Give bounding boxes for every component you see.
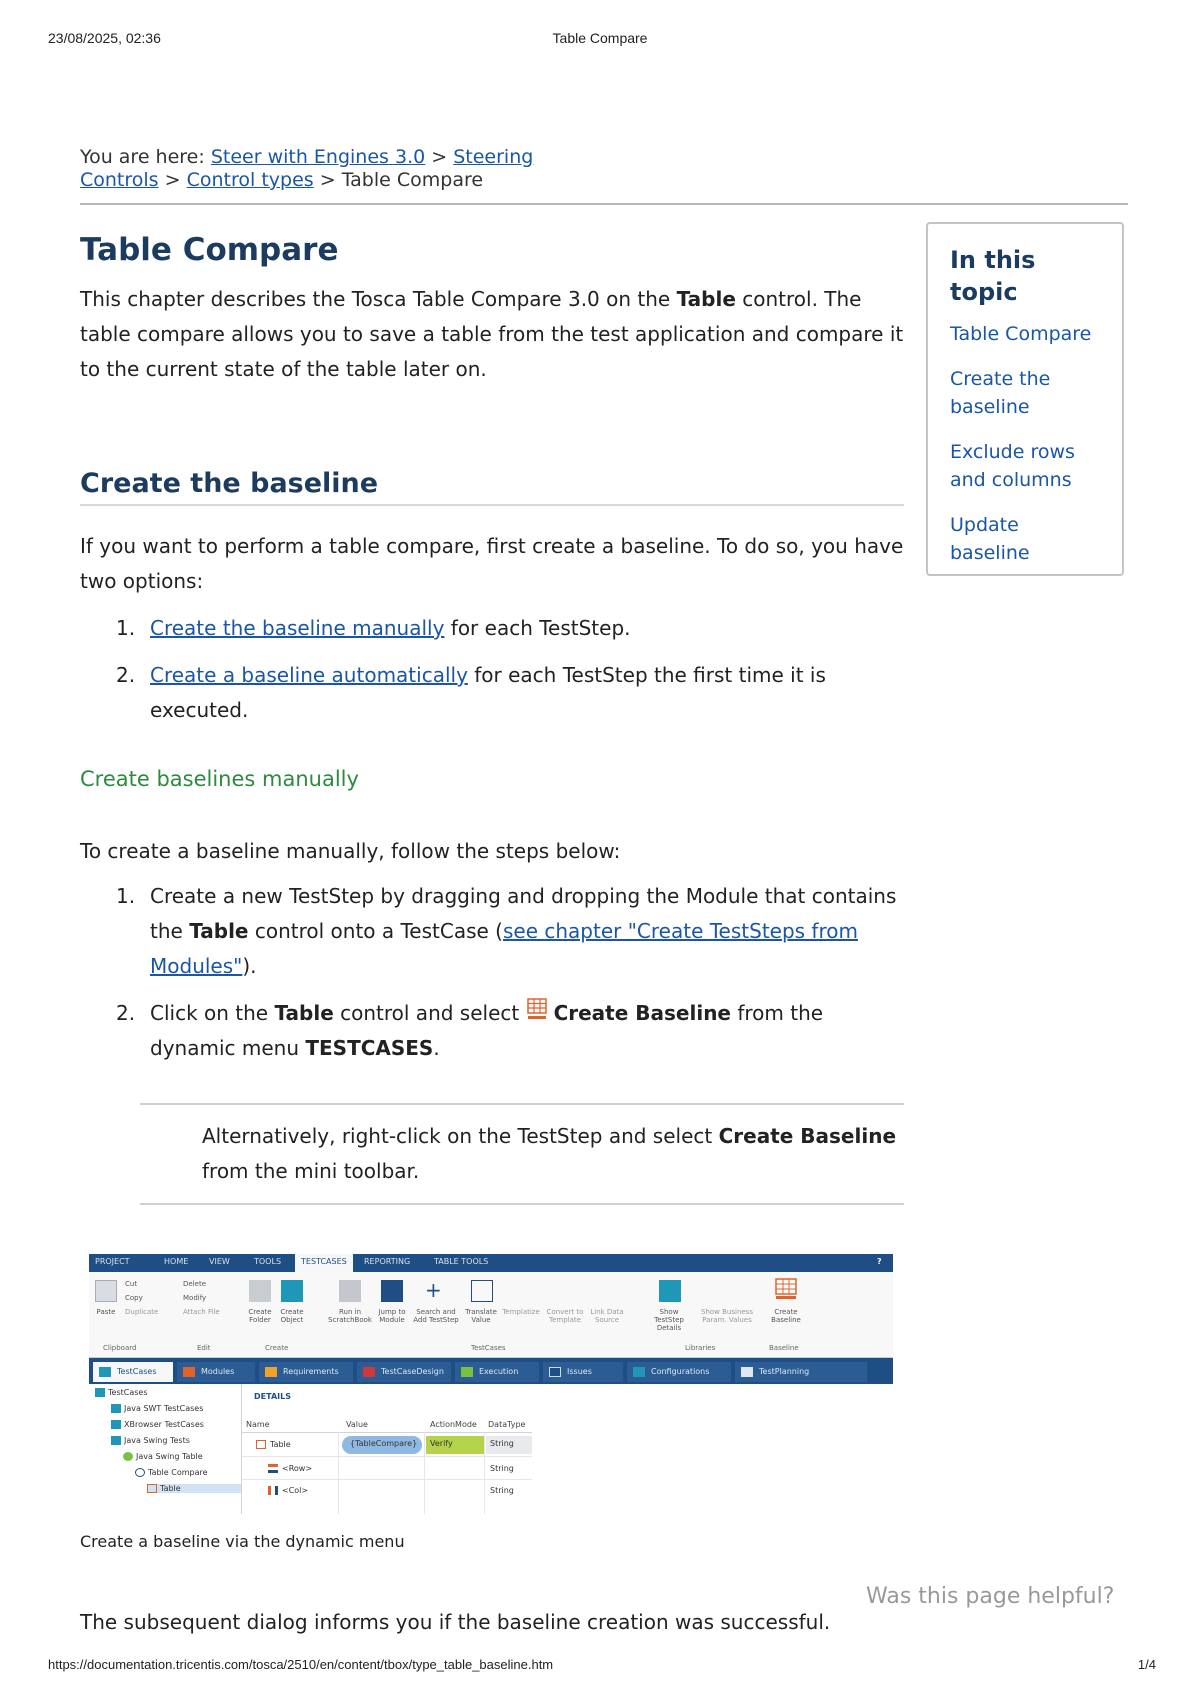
tree-node[interactable] (111, 1436, 190, 1445)
teststep-details-icon[interactable] (659, 1280, 681, 1302)
intro-paragraph (80, 282, 904, 387)
tab-requirements[interactable] (259, 1362, 353, 1382)
delete-button[interactable]: Delete (183, 1280, 206, 1288)
breadcrumb-link-steer-engines[interactable]: Steer with Engines 3.0 (210, 146, 426, 168)
group-label: TestCases (471, 1344, 506, 1352)
cell-type: String (486, 1436, 532, 1454)
tree-node-label: Java Swing Table (136, 1452, 203, 1461)
tab-label: Execution (479, 1367, 519, 1376)
row-divider (242, 1456, 532, 1457)
tree-node[interactable] (123, 1452, 203, 1461)
table-icon (256, 1440, 266, 1449)
cut-button[interactable]: Cut (125, 1280, 138, 1288)
create-object-button[interactable]: Create Object (280, 1308, 304, 1324)
menu-tab[interactable]: TOOLS (254, 1257, 282, 1266)
step-bold: Table (274, 1001, 334, 1025)
list-number: 1. (116, 616, 136, 640)
row-icon (268, 1464, 278, 1473)
tab-testplanning[interactable] (735, 1362, 867, 1382)
tree-node[interactable] (95, 1388, 148, 1397)
step-text: . (433, 1036, 440, 1060)
step-text: control onto a TestCase ( (248, 919, 503, 943)
toc-link-update-baseline[interactable]: Update baseline (950, 514, 1030, 564)
toc-link-table-compare[interactable]: Table Compare (950, 323, 1092, 345)
section-heading-create-baseline: Create the baseline (80, 466, 904, 506)
print-footer (0, 1657, 1200, 1677)
note-text: from the mini toolbar. (202, 1159, 420, 1183)
step-text: Create a new TestStep by dragging and dropping the Module that contains the (150, 884, 897, 943)
toc-link-exclude-rows[interactable]: Exclude rows and columns (950, 441, 1075, 491)
figure-caption: Create a baseline via the dynamic menu (80, 1532, 405, 1551)
testcase-tree (89, 1384, 241, 1514)
list-number: 1. (116, 884, 136, 908)
list-item-text: for each TestStep the first time it is executed. (150, 663, 826, 722)
link-create-baseline-automatically[interactable]: Create a baseline automatically (150, 663, 468, 687)
ribbon (89, 1272, 893, 1358)
configurations-icon (633, 1367, 645, 1377)
tab-label: TestPlanning (759, 1367, 810, 1376)
breadcrumb-separator: > (164, 169, 181, 191)
testcases-icon (99, 1367, 111, 1377)
column-divider (424, 1432, 425, 1514)
column-header: Name (246, 1420, 270, 1429)
table-row[interactable] (268, 1464, 312, 1473)
group-label: Clipboard (103, 1344, 137, 1352)
modules-icon (183, 1367, 195, 1377)
row-divider (242, 1479, 532, 1480)
print-url: https://documentation.tricentis.com/tosca/2510/en/content/tbox/type_table_baseline.htm (48, 1657, 554, 1672)
tab-label: Configurations (651, 1367, 710, 1376)
print-page-number: 1/4 (1137, 1657, 1156, 1672)
baseline-intro: If you want to perform a table compare, first create a baseline. To do so, you have two options: (80, 534, 904, 593)
menu-tab[interactable]: PROJECT (95, 1257, 130, 1266)
show-business-params-button[interactable]: Show Business Param. Values (701, 1308, 753, 1324)
paste-icon[interactable] (95, 1280, 117, 1302)
note-bold: Create Baseline (718, 1124, 897, 1148)
list-item (80, 611, 904, 646)
tree-node[interactable] (111, 1420, 204, 1429)
cell-type: String (490, 1464, 514, 1473)
testplanning-icon (741, 1367, 753, 1377)
breadcrumb-current: Table Compare (341, 169, 484, 191)
tab-testcasedesign[interactable] (357, 1362, 451, 1382)
cell-type: String (490, 1486, 514, 1495)
manual-steps-list (80, 879, 904, 1078)
menu-tab[interactable]: HOME (164, 1257, 189, 1266)
search-add-teststep-button[interactable]: Search and Add TestStep (413, 1308, 459, 1324)
closing-paragraph: The subsequent dialog informs you if the baseline creation was successful. (80, 1610, 831, 1634)
tree-node[interactable] (135, 1468, 208, 1477)
help-icon[interactable]: ? (877, 1257, 882, 1266)
toc-title: In this topic (950, 246, 1036, 306)
subsection-heading-manual: Create baselines manually (80, 767, 359, 791)
cell-name: Table (270, 1440, 291, 1449)
list-item (80, 996, 904, 1066)
convert-template-button[interactable]: Convert to Template (546, 1308, 584, 1324)
print-date: 23/08/2025, 02:36 (48, 30, 161, 46)
tab-configurations[interactable] (627, 1362, 731, 1382)
menu-tab[interactable]: TABLE TOOLS (434, 1257, 489, 1266)
column-header: Value (346, 1420, 368, 1429)
create-baseline-icon[interactable] (775, 1278, 797, 1300)
duplicate-button[interactable]: Duplicate (125, 1308, 159, 1316)
issues-icon (549, 1367, 561, 1377)
column-header: ActionMode (430, 1420, 477, 1429)
translate-value-button[interactable]: Translate Value (465, 1308, 497, 1324)
cell-action[interactable]: Verify (426, 1436, 484, 1454)
column-divider (484, 1432, 485, 1514)
menu-tab[interactable]: REPORTING (364, 1257, 411, 1266)
tree-node-label: Table Compare (148, 1468, 208, 1477)
create-object-icon[interactable] (281, 1280, 303, 1302)
column-header: DataType (488, 1420, 526, 1429)
breadcrumb-prefix: You are here: (80, 146, 205, 168)
requirements-icon (265, 1367, 277, 1377)
column-divider (338, 1432, 339, 1514)
note-text: Alternatively, right-click on the TestStep and select (202, 1124, 719, 1148)
folder-icon[interactable] (249, 1280, 271, 1302)
column-icon (268, 1486, 278, 1495)
step-text: Click on the (150, 1001, 275, 1025)
page-title: Table Compare (80, 232, 339, 268)
note-box (140, 1103, 904, 1205)
manual-intro: To create a baseline manually, follow the steps below: (80, 839, 621, 863)
menu-tab[interactable]: VIEW (209, 1257, 230, 1266)
header-divider (242, 1432, 532, 1433)
templatize-button[interactable]: Templatize (502, 1308, 540, 1316)
details-title: DETAILS (254, 1392, 291, 1401)
testcasedesign-icon (363, 1367, 375, 1377)
tab-testcases[interactable] (93, 1362, 173, 1382)
show-teststep-details-button[interactable]: Show TestStep Details (654, 1308, 684, 1332)
step-text: from the dynamic menu (150, 1001, 824, 1060)
page-helpful-prompt[interactable]: Was this page helpful? (866, 1584, 1115, 1609)
step-bold: Table (189, 919, 249, 943)
tab-modules[interactable] (177, 1362, 255, 1382)
group-label: Create (265, 1344, 289, 1352)
link-data-source-button[interactable]: Link Data Source (590, 1308, 624, 1324)
jump-to-module-button[interactable]: Jump to Module (378, 1308, 406, 1324)
details-panel (241, 1384, 893, 1514)
tree-node-selected[interactable] (147, 1484, 241, 1493)
breadcrumb-separator: > (319, 169, 336, 191)
create-baseline-icon (526, 998, 548, 1022)
baseline-options-list (80, 611, 904, 740)
step-text: control and select (333, 1001, 526, 1025)
cell-name: <Col> (282, 1486, 309, 1495)
step-bold: Create Baseline (553, 1001, 731, 1025)
list-item (80, 658, 904, 728)
run-scratchbook-button[interactable]: Run in ScratchBook (328, 1308, 372, 1324)
tree-node-label: Java Swing Tests (124, 1436, 190, 1445)
breadcrumb-link-control-types[interactable]: Control types (186, 169, 314, 191)
in-this-topic-panel (926, 222, 1124, 576)
window-tab-bar (89, 1358, 893, 1384)
list-number: 2. (116, 663, 136, 687)
ribbon-menu-bar (89, 1254, 893, 1272)
main-content (80, 230, 904, 387)
list-number: 2. (116, 1001, 136, 1025)
list-item (80, 879, 904, 984)
tree-node-label: Table (160, 1484, 181, 1493)
print-header (0, 30, 1200, 50)
list-item-text: for each TestStep. (444, 616, 631, 640)
tab-execution[interactable] (455, 1362, 539, 1382)
tree-node[interactable] (111, 1404, 203, 1413)
tree-node-label: TestCases (108, 1388, 148, 1397)
print-title: Table Compare (552, 30, 648, 46)
cell-value[interactable]: {TableCompare} (342, 1436, 422, 1454)
step-text: ). (242, 954, 257, 978)
breadcrumb-divider (80, 203, 1128, 205)
attach-file-button[interactable]: Attach File (183, 1308, 220, 1316)
group-label: Baseline (769, 1344, 799, 1352)
tab-label: Issues (567, 1367, 592, 1376)
translate-icon[interactable] (471, 1280, 493, 1302)
intro-text: This chapter describes the Tosca Table Compare 3.0 on the (80, 287, 677, 311)
tosca-screenshot (89, 1254, 893, 1514)
modify-button[interactable]: Modify (183, 1294, 207, 1302)
link-create-baseline-manually[interactable]: Create the baseline manually (150, 616, 445, 640)
tab-label: Requirements (283, 1367, 339, 1376)
breadcrumb (80, 146, 540, 192)
jump-to-module-icon[interactable] (381, 1280, 403, 1302)
tree-node-label: Java SWT TestCases (124, 1404, 204, 1413)
tab-label: TestCases (117, 1367, 157, 1376)
intro-text-end: control. The table compare allows you to save a table from the test application and compare it to the current state of the table later on. (80, 287, 904, 381)
step-bold: TESTCASES (305, 1036, 434, 1060)
breadcrumb-link-steering-controls[interactable]: Steering Controls (80, 146, 534, 191)
run-icon[interactable] (339, 1280, 361, 1302)
create-baseline-button[interactable]: Create Baseline (771, 1308, 801, 1324)
link-create-teststeps-from-modules[interactable]: see chapter "Create TestSteps from Modules" (150, 919, 858, 978)
tab-issues[interactable] (543, 1362, 623, 1382)
execution-icon (461, 1367, 473, 1377)
table-row[interactable] (268, 1486, 308, 1495)
group-label: Libraries (685, 1344, 716, 1352)
menu-tab-active[interactable]: TESTCASES (295, 1254, 353, 1272)
intro-bold: Table (676, 287, 736, 311)
tab-label: TestCaseDesign (381, 1367, 444, 1376)
group-label: Edit (197, 1344, 211, 1352)
plus-icon[interactable]: + (425, 1278, 442, 1302)
copy-button[interactable]: Copy (125, 1294, 143, 1302)
table-row[interactable] (256, 1440, 291, 1449)
breadcrumb-separator: > (431, 146, 448, 168)
paste-button[interactable]: Paste (96, 1308, 116, 1316)
create-folder-button[interactable]: Create Folder (248, 1308, 272, 1324)
tab-label: Modules (201, 1367, 235, 1376)
toc-link-create-baseline[interactable]: Create the baseline (950, 368, 1051, 418)
cell-name: <Row> (282, 1464, 313, 1473)
tree-node-label: XBrowser TestCases (124, 1420, 204, 1429)
